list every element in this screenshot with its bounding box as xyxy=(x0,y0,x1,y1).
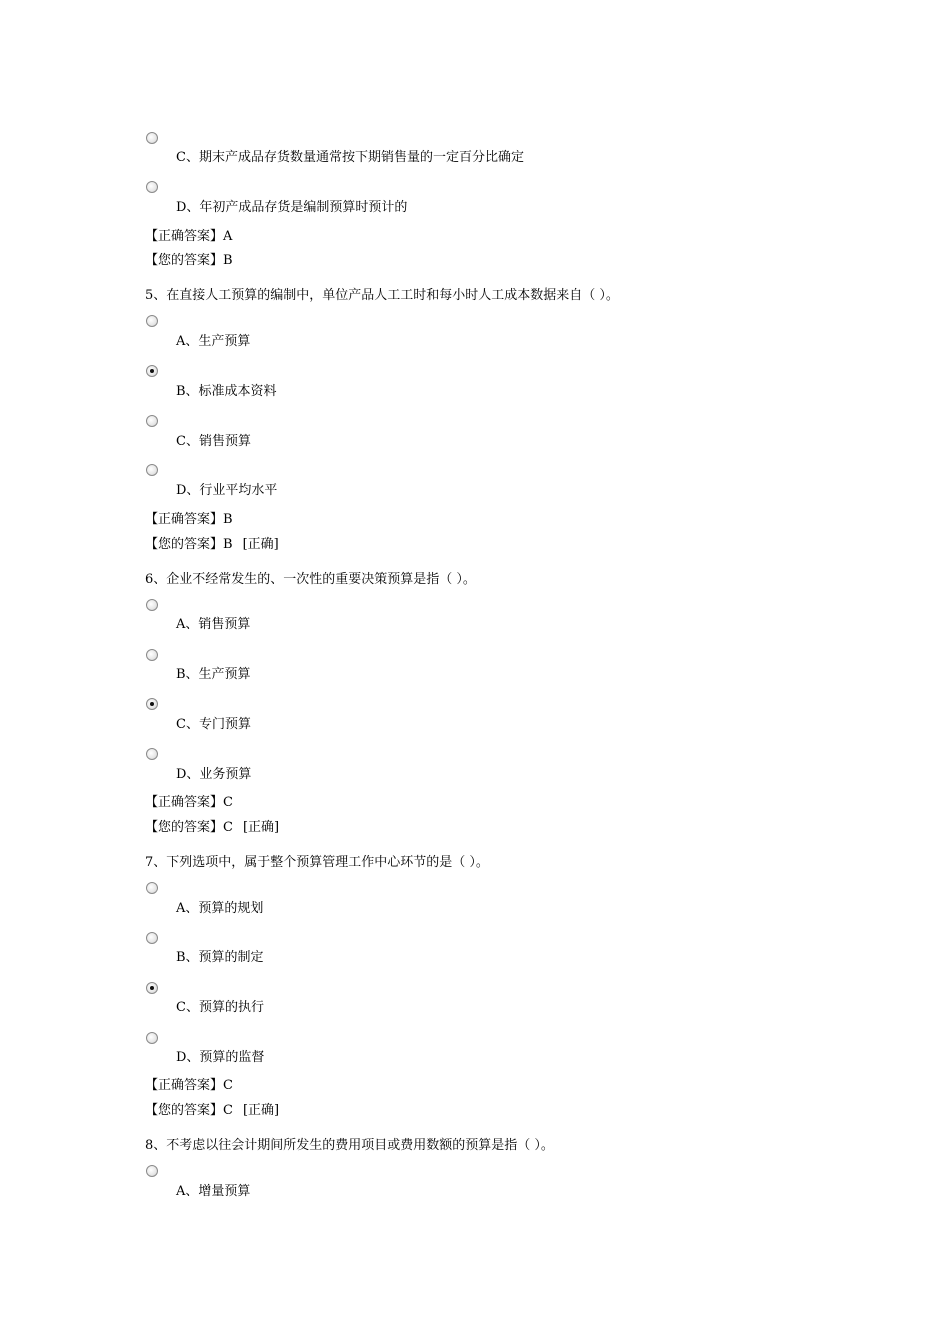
q5-option-b-radio[interactable] xyxy=(146,365,158,377)
q7-option-d-radio[interactable] xyxy=(146,1032,158,1044)
q4-option-c-radio[interactable] xyxy=(146,132,158,144)
q6-option-c-radio[interactable] xyxy=(146,698,158,710)
q6-option-a-label: A、销售预算 xyxy=(176,617,251,632)
q7-your-answer-text: 【您的答案】C xyxy=(145,1103,233,1118)
q6-your-answer xyxy=(145,816,279,835)
q6-option-c-label: C、专门预算 xyxy=(176,717,251,732)
q7-correct-answer: 【正确答案】C xyxy=(145,1078,233,1093)
q5-option-b-label: B、标准成本资料 xyxy=(176,384,277,399)
q5-your-answer-text: 【您的答案】B xyxy=(145,537,233,552)
q5-option-a-label: A、生产预算 xyxy=(176,334,251,349)
q7-option-b-radio[interactable] xyxy=(146,932,158,944)
q8-question: 8、不考虑以往会计期间所发生的费用项目或费用数额的预算是指（ ）。 xyxy=(145,1138,554,1153)
q6-your-answer-text: 【您的答案】C xyxy=(145,820,233,835)
q7-option-c-label: C、预算的执行 xyxy=(176,1000,264,1015)
q6-correct-answer: 【正确答案】C xyxy=(145,795,233,810)
q6-question: 6、企业不经常发生的、一次性的重要决策预算是指（ ）。 xyxy=(145,572,476,587)
q5-your-answer xyxy=(145,533,279,552)
q8-option-a-label: A、增量预算 xyxy=(176,1184,251,1199)
q5-option-d-label: D、行业平均水平 xyxy=(176,483,278,498)
q5-correct-answer: 【正确答案】B xyxy=(145,512,233,527)
q4-option-d-radio[interactable] xyxy=(146,181,158,193)
q4-your-answer: 【您的答案】B xyxy=(145,253,233,268)
q7-option-a-radio[interactable] xyxy=(146,882,158,894)
q4-correct-answer: 【正确答案】A xyxy=(145,229,233,244)
q7-result-mark: [正确] xyxy=(242,1103,280,1118)
q6-option-b-radio[interactable] xyxy=(146,649,158,661)
q6-option-d-radio[interactable] xyxy=(146,748,158,760)
q8-option-a-radio[interactable] xyxy=(146,1165,158,1177)
q7-option-c-radio[interactable] xyxy=(146,982,158,994)
q5-result-mark: [正确] xyxy=(242,537,279,552)
q7-your-answer xyxy=(145,1099,279,1118)
q4-option-c-label: C、期末产成品存货数量通常按下期销售量的一定百分比确定 xyxy=(176,150,524,165)
q5-option-c-label: C、销售预算 xyxy=(176,434,251,449)
q5-question: 5、在直接人工预算的编制中，单位产品人工工时和每小时人工成本数据来自（ ）。 xyxy=(145,288,619,303)
q5-option-c-radio[interactable] xyxy=(146,415,158,427)
q5-option-d-radio[interactable] xyxy=(146,464,158,476)
q5-option-a-radio[interactable] xyxy=(146,315,158,327)
q7-option-b-label: B、预算的制定 xyxy=(176,950,264,965)
q6-option-b-label: B、生产预算 xyxy=(176,667,251,682)
q6-result-mark: [正确] xyxy=(242,820,280,835)
q4-option-d-label: D、年初产成品存货是编制预算时预计的 xyxy=(176,200,408,215)
q7-question: 7、下列选项中，属于整个预算管理工作中心环节的是（ ）。 xyxy=(145,855,489,870)
q6-option-d-label: D、业务预算 xyxy=(176,767,252,782)
q7-option-a-label: A、预算的规划 xyxy=(176,901,264,916)
q7-option-d-label: D、预算的监督 xyxy=(176,1050,265,1065)
q6-option-a-radio[interactable] xyxy=(146,599,158,611)
